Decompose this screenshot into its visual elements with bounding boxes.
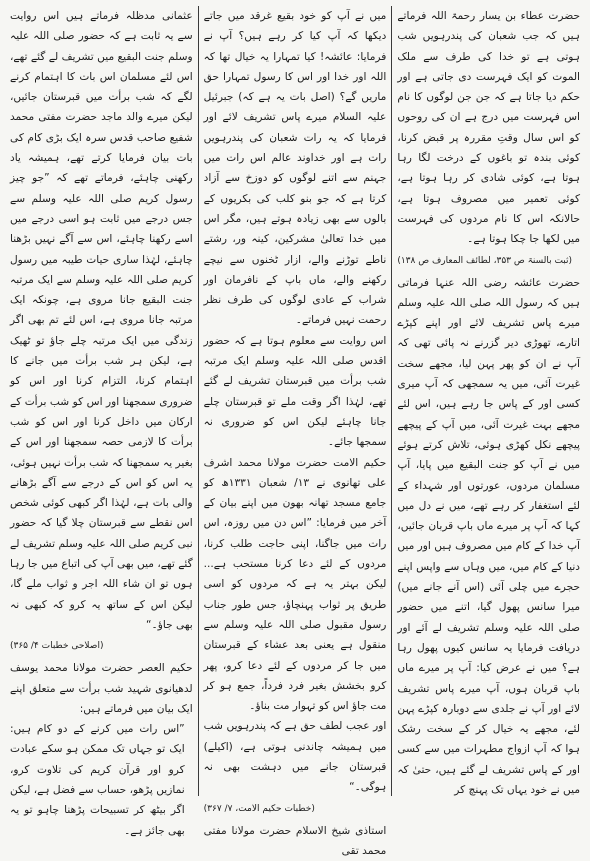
quoted-paragraph: ”اس رات میں کرنے کے دو کام ہیں: ایک تو جہاں تک ممکن ہو سکے عبادت کرو اور قرآن کریم کی تلاوت کرو، نمازیں پڑھو، حساب سے فضل ہے، لیکن اگر بیٹھ کر تسبیحات پڑھنا چاہو تو یہ بھی جائز ہے۔ [9, 723, 185, 837]
citation-text: (خطبات حکیم الامت، ۷/ ۳۶۷) [203, 803, 315, 814]
column-divider [391, 6, 392, 796]
paragraph: عثمانی مدظلہ فرماتے ہیں اس روایت سے یہ ثابت ہے کہ حضور صلی اللہ علیہ وسلم جنت البقیع میں تشریف لے گئے تھے، اس لئے مسلمان اس بات کا اہتمام کرنے لگے کہ شب برأت میں قبرستان جائیں، لیکن میرے والد ماجد حضرت مفتی محمد شفیع صاحب قدس سرہ ایک بڑی کام کی بات بیان فرمایا کرتے تھے، ہمیشہ یاد رکھنی چاہئے، فرماتے تھے کہ ”جو چیز رسول کریم صلی اللہ علیہ وسلم سے جس درجے میں ثابت ہو اسی درجے میں اسے رکھنا چاہئے، اس سے آگے نہیں بڑھنا چاہئے، لہٰذا ساری حیات طیبہ میں رسول کریم صلی اللہ علیہ وسلم سے ایک مرتبہ جنت البقیع جانا مروی ہے، چونکہ ایک مرتبہ جانا مروی ہے، اس لئے تم بھی اگر زندگی میں ایک مرتبہ چلے جاؤ تو ٹھیک ہے، لیکن ہر شب برأت میں جانے کا اہتمام کرنا، التزام کرنا اور اس کو ضروری سمجھنا اور اس کو شب برأت کے ارکان میں داخل کرنا اور اس کو شب برأت کا لازمی حصہ سمجھنا اور اس کے بغیر یہ سمجھنا کہ شب برأت نہیں ہوئی، یہ اس کو اس کے درجے سے آگے بڑھانے والی بات ہے، لہٰذا اگر کبھی کوئی شخص اس نقطے سے قبرستان چلا گیا کہ حضور نبی کریم صلی اللہ علیہ وسلم تشریف لے گئے تھے، میں بھی آپ کی اتباع میں جا رہا ہوں تو ان شاء اللہ اجر و ثواب ملے گا، لیکن اس کے ساتھ یہ کرو کہ کبھی نہ بھی جاؤ۔“ [9, 10, 193, 631]
paragraph: میں نے آپ کو خود بقیع غرقد میں جاتے دیکھا کہ آپ کیا کر رہے ہیں؟ آپ نے فرمایا: عائشہ! کیا تمہارا یہ خیال تھا کہ اللہ اور خدا اور اس کا رسول تمہارا حق ماریں گے؟ (اصل بات یہ ہے کہ) جبرئیل علیہ السلام میرے پاس تشریف لائے اور فرمایا کہ یہ رات شعبان کی پندرہویں رات ہے اور خداوند عالم اس رات میں جہنم سے اتنے لوگوں کو دوزخ سے آزاد کرتا ہے کہ جو بنو کلب کی بکریوں کے بالوں سے بھی زیادہ ہوتے ہیں، مگر اس میں خدا تعالیٰ مشرکین، کینہ ور، رشتے ناطے توڑنے والے، ازار ٹخنوں سے نیچے رکھنے والے، ماں باپ کے نافرمان اور شراب کے عادی لوگوں کی طرف نظر رحمت نہیں فرماتے۔ [203, 10, 387, 327]
citation [397, 252, 580, 270]
paragraph: حکیم الامت حضرت مولانا محمد اشرف علی تھانوی نے ۱۳/ شعبان ۱۳۳۱ھ کو جامع مسجد تھانہ بھون میں اپنے بیان کے آخر میں فرمایا: ”اس دن میں روزہ، اس رات میں جاگنا، اپنی حاجت طلب کرنا، مردوں کے لئے دعا کرنا مستحب ہے... لیکن بہتر یہ ہے کہ مردوں کو اسی طریق پر ثواب پہنچاؤ، جس طور جناب رسول مقبول صلی اللہ علیہ وسلم سے منقول ہے یعنی بعد عشاء کے قبرستان میں جا کر مردوں کے لئے دعا کرو، پھر کرو بخشش بغیر فرد فرداً، جمع ہو کر مت جاؤ اس کو تہوار مت بناؤ۔ [203, 456, 387, 713]
paragraph: اس روایت سے معلوم ہوتا ہے کہ حضور اقدس صلی اللہ علیہ وسلم ایک مرتبہ شب برأت میں قبرستان تشریف لے گئے تھے، لہٰذا اگر وقت ملے تو قبرستان چلے جانا چاہئے لیکن اس کو ضروری نہ سمجھا جائے۔ [203, 334, 387, 449]
column-middle [200, 6, 391, 857]
citation [204, 800, 387, 818]
paragraph: استاذی شیخ الاسلام حضرت مولانا مفتی محمد تقی [203, 824, 387, 857]
paragraph: حضرت عائشہ رضی اللہ عنہا فرماتی ہیں کہ رسول اللہ صلی اللہ علیہ وسلم میرے پاس تشریف لائے اور اپنے کپڑے اتارے، تھوڑی دیر گزرنے نہ پائی تھی کہ آپ نے ان کو پھر پہن لیا، مجھے سخت غیرت آئی، میں یہ سمجھی کہ آپ میری کسی اور کے پاس جا رہے ہیں، اس لئے مجھے بہت غیرت آئی، میں آپ کے پیچھے پیچھے نکل کھڑی ہوئی، تلاش کرتے ہوئے میں نے آپ کو جنت البقیع میں پایا، آپ مسلمان مردوں، عورتوں اور شہداء کے لئے استغفار کر رہے تھے، میں نے دل میں کہا کہ آپ پر میرے ماں باپ قربان جائیں، آپ خدا کے کام میں مصروف ہیں اور میں دنیا کے کام میں، میں وہاں سے واپس اپنے حجرے میں چلی آئی (اس آنے جانے میں) میرا سانس پھول گیا، اتنے میں حضور صلی اللہ علیہ وسلم تشریف لے آئے اور دریافت فرمایا یہ سانس کیوں پھول رہا ہے؟ میں نے عرض کیا: آپ پر میرے ماں باپ قربان ہوں، آپ میرے پاس تشریف لائے اور آپ نے جلدی سے دوبارہ کپڑے پہن لئے، مجھے یہ خیال کر کے سخت رشک ہوا کہ آپ ازواج مطہرات میں سے کسی اور کے پاس تشریف لے گئے ہیں، حتیٰ کہ میں نے خود یہاں تک پہنچ کر [397, 276, 580, 796]
paragraph: حضرت عطاء بن یسار رحمۃ اللہ فرماتے ہیں کہ جب شعبان کی پندرہویں شب ہوتی ہے تو خدا کی طرف سے ملک الموت کو ایک فہرست دی جاتی ہے اور حکم دیا جاتا ہے کہ جن جن لوگوں کا نام اس فہرست میں درج ہے ان کی روحوں کو اس سال وقتِ مقررہ پر قبض کرنا، کوئی بندہ تو باغوں کے درخت لگا رہا ہوتا ہے، کوئی شادی کر رہا ہوتا ہے، کوئی تعمیر میں مصروف ہوتا ہے، حالانکہ اس کا نام مردوں کی فہرست میں لکھا جا چکا ہوتا ہے۔ [397, 10, 580, 246]
citation-text: (ثبت بالسنۃ ص ۳۵۳، لطائف المعارف ص ۱۳۸) [397, 255, 573, 266]
citation [10, 637, 193, 655]
column-left [6, 6, 197, 837]
paragraph: اور عجب لطف حق ہے کہ پندرہویں شب میں ہمیشہ چاندنی ہوتی ہے، (اکیلے) قبرستان جانے میں دہشت بھی نہ ہوگی۔“ [203, 720, 387, 794]
column-divider [198, 6, 199, 796]
column-right [393, 6, 584, 796]
paragraph: حکیم العصر حضرت مولانا محمد یوسف لدھیانوی شہید شب برأت سے متعلق اپنے ایک بیان میں فرماتے ہیں: [9, 662, 193, 715]
citation-text: (اصلاحی خطبات ۴/ ۳۶۵) [9, 641, 104, 652]
